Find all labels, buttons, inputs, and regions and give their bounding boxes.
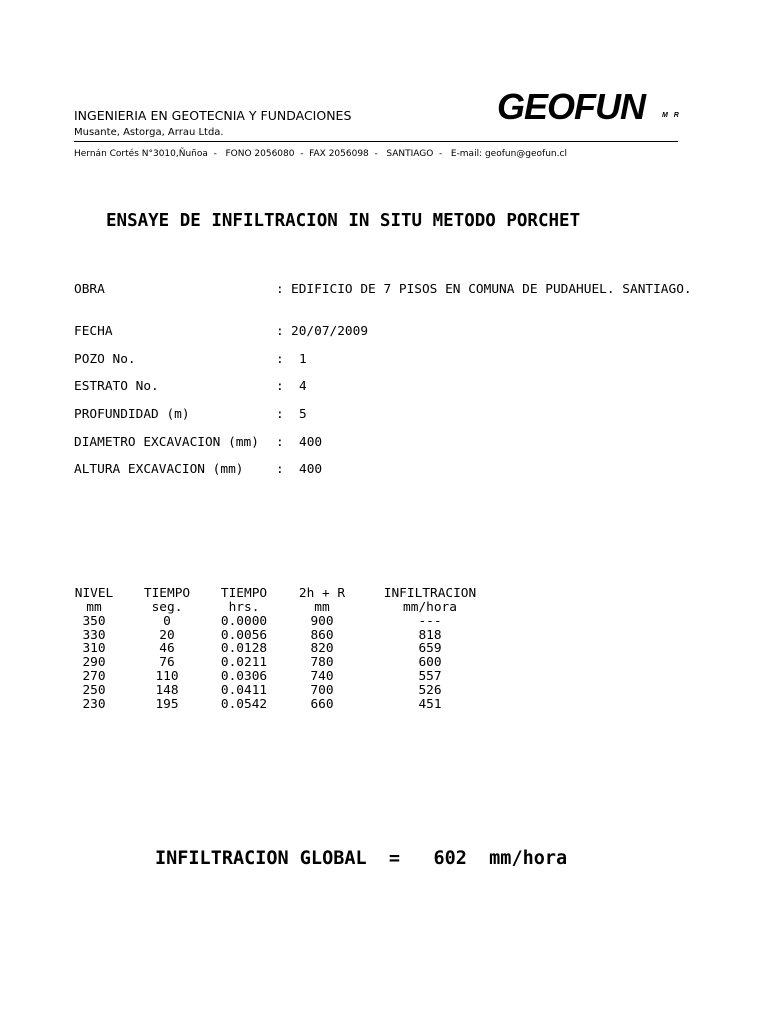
field-label: FECHA <box>74 324 113 339</box>
table-cell: 526 <box>418 683 442 698</box>
table-cell: 310 <box>82 641 106 656</box>
table-cell: --- <box>418 614 442 629</box>
field-label: ESTRATO No. <box>74 379 159 394</box>
column-unit: mm <box>314 600 330 615</box>
table-cell: 860 <box>310 628 334 643</box>
table-cell: 700 <box>310 683 334 698</box>
registered-mark: M R <box>662 112 681 119</box>
table-cell: 780 <box>310 655 334 670</box>
table-cell: 330 <box>82 628 106 643</box>
column-header-nivel: NIVEL <box>74 586 114 601</box>
table-cell: 20 <box>159 628 175 643</box>
company-partners: Musante, Astorga, Arrau Ltda. <box>74 127 224 138</box>
table-cell: 660 <box>310 697 334 712</box>
table-cell: 820 <box>310 641 334 656</box>
table-cell: 0.0000 <box>220 614 268 629</box>
global-infiltration-result <box>155 848 567 869</box>
table-cell: 270 <box>82 669 106 684</box>
column-header-infiltracion: INFILTRACION <box>383 586 477 601</box>
field-value: 20/07/2009 <box>291 324 369 339</box>
field-value: 400 <box>299 435 323 450</box>
field-separator: : <box>276 462 284 477</box>
table-cell: 0.0211 <box>220 655 268 670</box>
field-value: 1 <box>299 352 307 367</box>
table-cell: 0 <box>163 614 171 629</box>
field-label: POZO No. <box>74 352 136 367</box>
table-cell: 0.0306 <box>220 669 268 684</box>
company-logo: GEOFUN <box>497 86 646 127</box>
table-cell: 557 <box>418 669 442 684</box>
field-value: EDIFICIO DE 7 PISOS EN COMUNA DE PUDAHUEL. SANTIAGO. <box>291 282 692 297</box>
document-title: ENSAYE DE INFILTRACION IN SITU METODO PORCHET <box>106 211 581 231</box>
table-cell: 900 <box>310 614 334 629</box>
field-separator: : <box>276 379 284 394</box>
company-name: INGENIERIA EN GEOTECNIA Y FUNDACIONES <box>74 108 352 123</box>
table-cell: 290 <box>82 655 106 670</box>
field-label: PROFUNDIDAD (m) <box>74 407 190 422</box>
field-value: 400 <box>299 462 323 477</box>
table-cell: 0.0411 <box>220 683 268 698</box>
field-separator: : <box>276 324 284 339</box>
table-cell: 0.0056 <box>220 628 268 643</box>
table-cell: 740 <box>310 669 334 684</box>
field-value: 4 <box>299 379 307 394</box>
result-value: 602 <box>433 848 467 869</box>
header-divider <box>74 141 678 142</box>
table-cell: 230 <box>82 697 106 712</box>
column-header-tiempo-hrs: TIEMPO <box>220 586 268 601</box>
field-label: DIAMETRO EXCAVACION (mm) <box>74 435 259 450</box>
result-equals: = <box>388 848 401 869</box>
result-label: INFILTRACION GLOBAL <box>155 848 367 869</box>
column-unit: hrs. <box>228 600 260 615</box>
table-cell: 451 <box>418 697 442 712</box>
field-value: 5 <box>299 407 307 422</box>
field-label: OBRA <box>74 282 105 297</box>
table-cell: 600 <box>418 655 442 670</box>
column-unit: mm/hora <box>403 600 457 615</box>
table-cell: 659 <box>418 641 442 656</box>
table-cell: 818 <box>418 628 442 643</box>
field-separator: : <box>276 407 284 422</box>
field-separator: : <box>276 435 284 450</box>
column-unit: seg. <box>151 600 183 615</box>
result-unit: mm/hora <box>489 848 568 869</box>
field-separator: : <box>276 352 284 367</box>
table-cell: 0.0542 <box>220 697 268 712</box>
table-cell: 148 <box>155 683 179 698</box>
table-cell: 76 <box>159 655 175 670</box>
column-unit: mm <box>86 600 102 615</box>
table-cell: 350 <box>82 614 106 629</box>
table-cell: 0.0128 <box>220 641 268 656</box>
column-header-2h-r: 2h + R <box>298 586 346 601</box>
table-cell: 46 <box>159 641 175 656</box>
field-label: ALTURA EXCAVACION (mm) <box>74 462 244 477</box>
column-header-tiempo-seg: TIEMPO <box>143 586 191 601</box>
company-contact: Hernán Cortés N°3010,Ñuñoa - FONO 2056080 - FAX 2056098 - SANTIAGO - E-mail: geofun@geofun.cl <box>74 149 567 159</box>
field-separator: : <box>276 282 284 297</box>
table-cell: 195 <box>155 697 179 712</box>
table-cell: 250 <box>82 683 106 698</box>
table-cell: 110 <box>155 669 179 684</box>
